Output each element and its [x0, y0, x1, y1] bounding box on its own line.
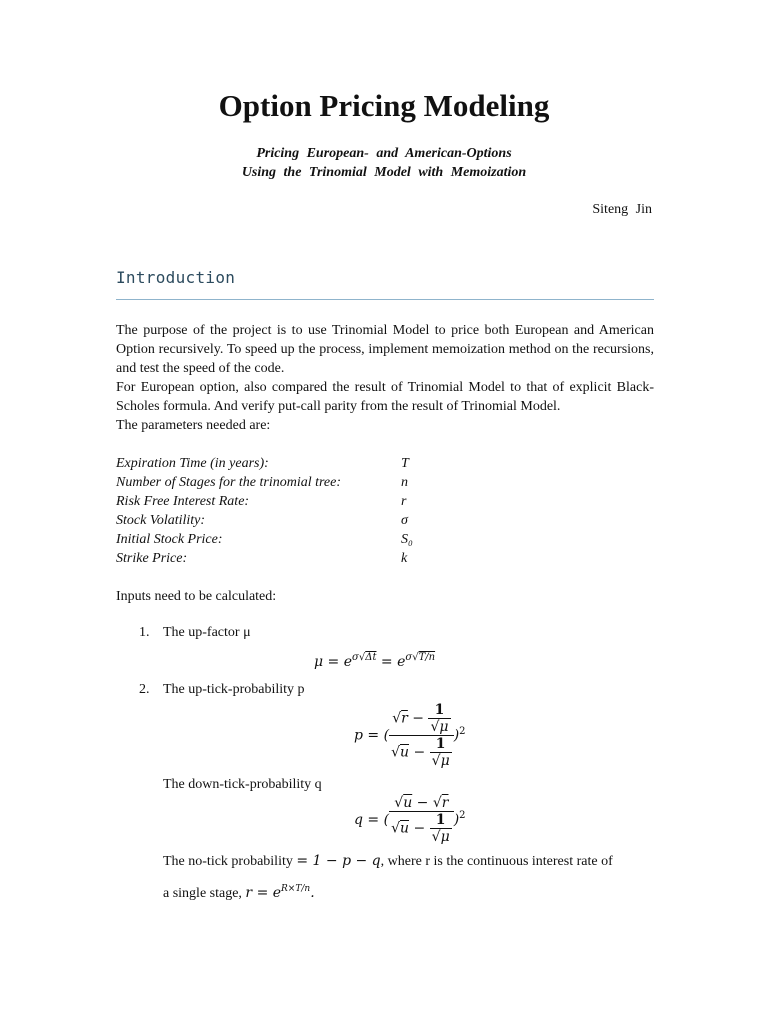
subtitle-line-2: Using the Trinomial Model with Memoization: [241, 165, 527, 180]
param-symbol: r: [401, 494, 407, 509]
param-label: Risk Free Interest Rate:: [116, 494, 250, 509]
param-label: Expiration Time (in years):: [116, 456, 269, 471]
subtitle-line-1: Pricing European- and American-Options: [256, 146, 512, 161]
no-tick-text-end: , where r is the continuous interest rate of: [380, 854, 613, 869]
param-symbol: T: [401, 456, 409, 471]
param-label: Initial Stock Price:: [116, 532, 223, 547]
author-name: Siteng Jin: [592, 202, 652, 217]
param-label: Stock Volatility:: [116, 513, 206, 528]
section-divider: [116, 299, 654, 300]
no-tick-formula: = 1 − p − q: [296, 853, 381, 869]
intro-paragraph-1: The purpose of the project is to use Trinomial Model to price both European and American Option recursively. To speed up the process, implement memoization method on the recursions, and test the speed of the code.: [116, 323, 654, 376]
down-tick-probability-equation: q = ( √u − √r √u − $\frac{1}{√\mu}$ )$^2$: [354, 795, 466, 845]
intro-paragraph-3: The parameters needed are:: [116, 418, 271, 433]
document-title: Option Pricing Modeling: [218, 88, 550, 123]
list-item-text: The up-factor μ: [163, 625, 251, 640]
list-item-text: The up-tick-probability p: [163, 682, 305, 697]
no-tick-text-start: The no-tick probability: [163, 854, 293, 869]
param-symbol: k: [401, 551, 408, 566]
inputs-heading: Inputs need to be calculated:: [116, 589, 277, 604]
param-symbol: S₀: [401, 532, 413, 547]
no-tick-line-1: [163, 853, 654, 870]
interest-rate-equation: $r = e^{R\times T/n}$.: [245, 884, 315, 901]
list-number: 2.: [139, 682, 150, 697]
up-tick-probability-equation: p = ( √r − $\frac{1}{√\mu}$ √u − $\frac{1}{√\mu}$ )$^2$: [354, 702, 466, 769]
param-label: Number of Stages for the trinomial tree:: [116, 475, 342, 490]
list-number: 1.: [139, 625, 150, 640]
no-tick-line2-text: a single stage,: [163, 886, 242, 901]
up-factor-equation: $\mu = e^{\sigma√\Delta t} = e^{\sigma√T/n}$: [314, 652, 436, 670]
intro-paragraph-2: For European option, also compared the result of Trinomial Model to that of explicit Black-Scholes formula. And verify put-call parity from the result of Trinomial Model.: [116, 380, 654, 414]
param-symbol: n: [401, 475, 408, 490]
no-tick-line-2: [163, 885, 315, 902]
down-tick-text: The down-tick-probability q: [163, 777, 322, 792]
param-symbol: σ: [401, 513, 408, 528]
param-label: Strike Price:: [116, 551, 188, 566]
section-heading: Introduction: [116, 268, 236, 287]
